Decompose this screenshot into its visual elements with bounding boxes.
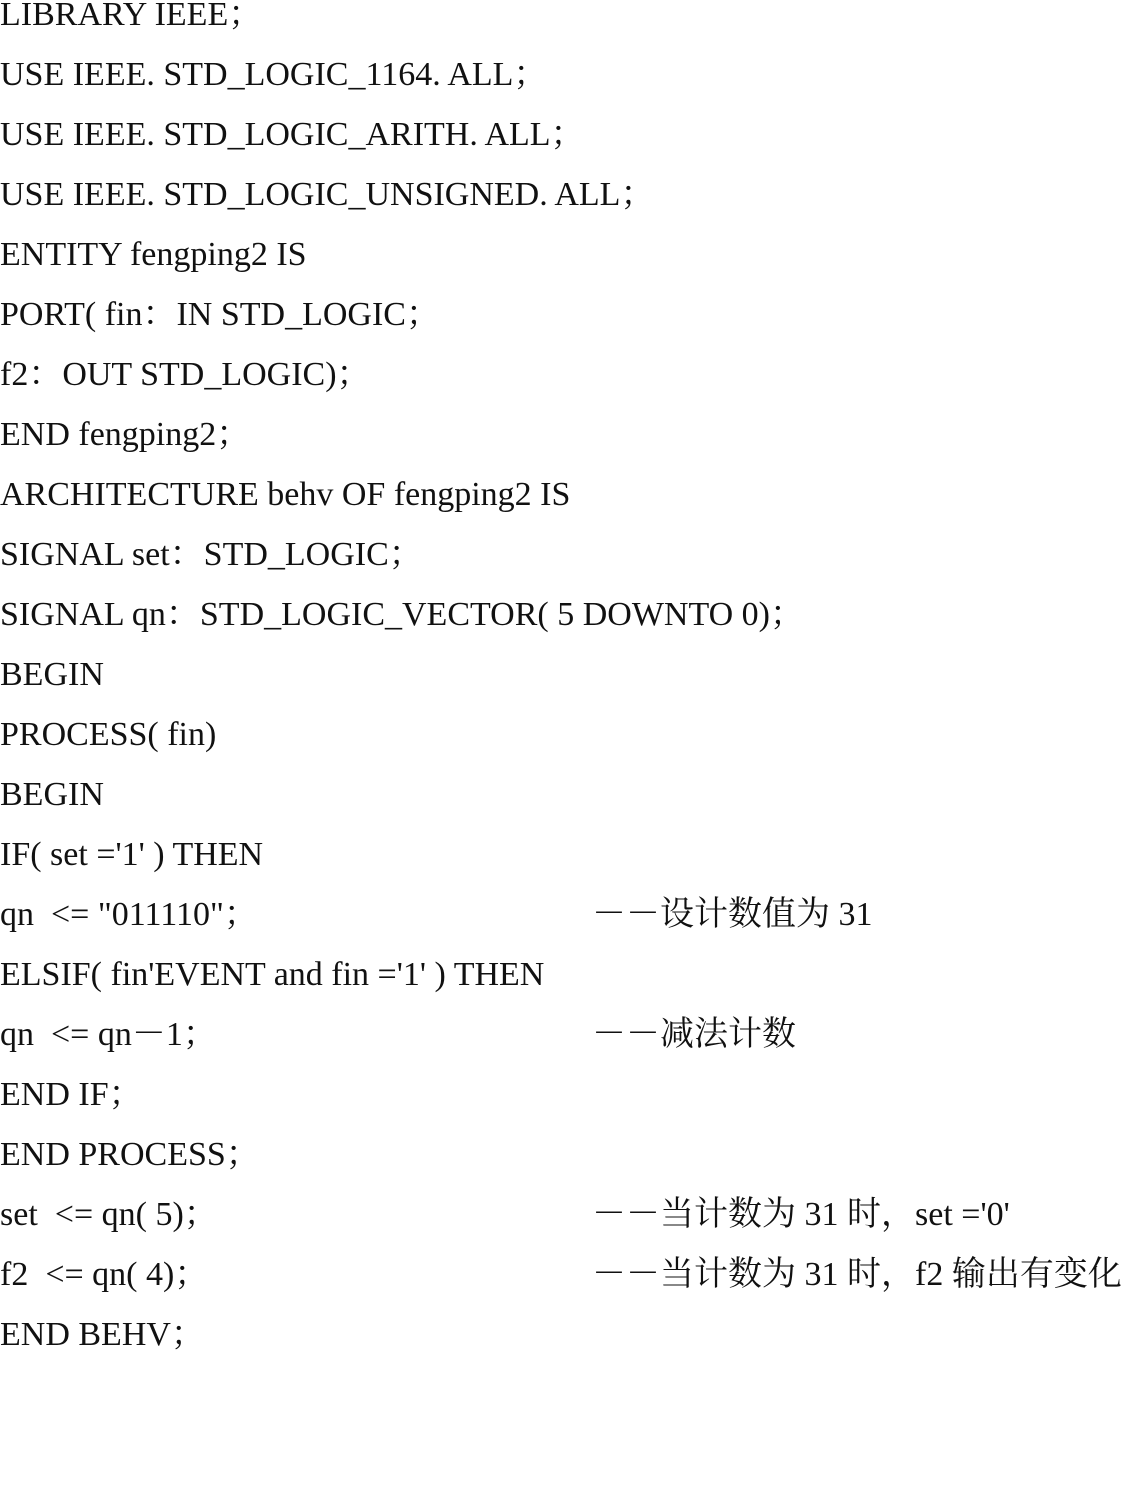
code-comment: －－减法计数 (592, 1016, 796, 1053)
code-line-20 (0, 1125, 1133, 1185)
code-text: USE IEEE. STD_LOGIC_1164. ALL； (0, 56, 548, 93)
code-line-7 (0, 345, 1133, 405)
code-text: set <= qn( 5)； (0, 1196, 218, 1233)
code-line-17 (0, 945, 1133, 1005)
code-text: USE IEEE. STD_LOGIC_ARITH. ALL； (0, 116, 585, 153)
code-line-11 (0, 585, 1133, 645)
code-comment: －－当计数为 31 时，set ='0' (592, 1196, 1010, 1233)
code-line-13 (0, 705, 1133, 765)
code-text: BEGIN (0, 656, 104, 693)
code-line-3 (0, 105, 1133, 165)
code-line-1 (0, 0, 1133, 45)
code-line-15 (0, 825, 1133, 885)
code-comment: －－当计数为 31 时，f2 输出有变化 (592, 1256, 1122, 1293)
code-text: LIBRARY IEEE； (0, 0, 263, 33)
code-text: ARCHITECTURE behv OF fengping2 IS (0, 476, 571, 513)
code-text: qn <= qn－1； (0, 1016, 217, 1053)
code-text: END PROCESS； (0, 1136, 260, 1173)
code-line-5 (0, 225, 1133, 285)
code-line-4 (0, 165, 1133, 225)
code-line-16 (0, 885, 1133, 945)
code-line-2 (0, 45, 1133, 105)
code-text: ENTITY fengping2 IS (0, 236, 307, 273)
code-line-19 (0, 1065, 1133, 1125)
code-line-23 (0, 1305, 1133, 1365)
code-line-10 (0, 525, 1133, 585)
code-line-9 (0, 465, 1133, 525)
code-line-6 (0, 285, 1133, 345)
code-line-22 (0, 1245, 1133, 1305)
code-text: f2 <= qn( 4)； (0, 1256, 209, 1293)
code-text: f2：OUT STD_LOGIC)； (0, 356, 371, 393)
code-text: USE IEEE. STD_LOGIC_UNSIGNED. ALL； (0, 176, 655, 213)
code-text: BEGIN (0, 776, 104, 813)
code-line-8 (0, 405, 1133, 465)
code-line-14 (0, 765, 1133, 825)
code-text: IF( set ='1' ) THEN (0, 836, 264, 873)
code-comment: －－设计数值为 31 (592, 896, 873, 933)
code-text: END IF； (0, 1076, 143, 1113)
code-text: SIGNAL set：STD_LOGIC； (0, 536, 423, 573)
code-text: END BEHV； (0, 1316, 205, 1353)
code-line-21 (0, 1185, 1133, 1245)
code-line-12 (0, 645, 1133, 705)
code-text: qn <= "011110"； (0, 896, 258, 933)
code-text: END fengping2； (0, 416, 251, 453)
code-text: ELSIF( fin'EVENT and fin ='1' ) THEN (0, 956, 545, 993)
code-text: SIGNAL qn：STD_LOGIC_VECTOR( 5 DOWNTO 0)； (0, 596, 804, 633)
code-text: PROCESS( fin) (0, 716, 217, 753)
code-text: PORT( fin：IN STD_LOGIC； (0, 296, 440, 333)
code-line-18 (0, 1005, 1133, 1065)
